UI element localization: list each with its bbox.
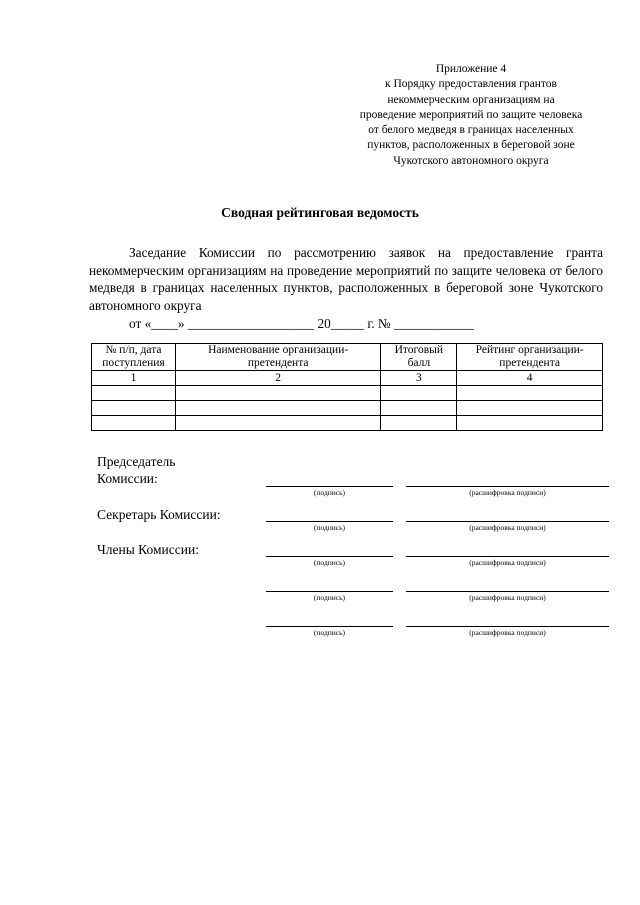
decoding-caption: (расшифровка подписи): [469, 628, 546, 637]
column-number: 3: [381, 371, 457, 386]
chairman-signature-line[interactable]: [266, 486, 393, 487]
member-signature-line[interactable]: [266, 591, 393, 592]
chairman-label-line: Председатель: [97, 454, 176, 469]
table-row: [92, 416, 603, 431]
table-cell: [457, 401, 603, 416]
date-number-line: от «____» ___________________ 20_____ г. № ____________: [129, 316, 474, 331]
table-cell: [92, 401, 176, 416]
secretary-signature-line[interactable]: [266, 521, 393, 522]
annex-line: проведение мероприятий по защите человека: [359, 108, 583, 121]
table-cell: [175, 401, 380, 416]
table-header-row: [92, 344, 603, 371]
table-cell: [381, 416, 457, 431]
signature-caption: (подпись): [313, 558, 346, 567]
signature-caption: (подпись): [313, 488, 346, 497]
table-cell: [175, 386, 380, 401]
annex-line: Приложение 4: [435, 63, 507, 75]
annex-header: [340, 62, 602, 169]
decoding-caption: (расшифровка подписи): [469, 558, 546, 567]
annex-line: пунктов, расположенных в береговой зоне: [367, 139, 575, 152]
header-total-score: Итоговый балл: [381, 344, 457, 371]
document-title: Сводная рейтинговая ведомость: [221, 205, 419, 220]
table-row: [92, 401, 603, 416]
secretary-label: Секретарь Комиссии:: [97, 507, 221, 522]
header-rating: Рейтинг организации-претендента: [457, 344, 603, 371]
member-signature-line[interactable]: [266, 626, 393, 627]
annex-line: от белого медведя в границах населенных: [368, 124, 574, 137]
member-signature-line[interactable]: [266, 556, 393, 557]
decoding-caption: (расшифровка подписи): [469, 593, 546, 602]
table-cell: [381, 401, 457, 416]
table-cell: [92, 416, 176, 431]
table-cell: [92, 386, 176, 401]
signature-caption: (подпись): [313, 628, 346, 637]
secretary-decoding-line[interactable]: [406, 521, 609, 522]
column-number: 2: [175, 371, 380, 386]
intro-paragraph: Заседание Комиссии по рассмотрению заявок на предоставление гранта некоммерческим организациям на проведение мероприятий по защите человека от белого медведя в границах населенных пунктов, расположенных в береговой зоне Чукотского автономного округа: [89, 245, 603, 313]
member-decoding-line[interactable]: [406, 591, 609, 592]
table-row: [92, 386, 603, 401]
member-decoding-line[interactable]: [406, 626, 609, 627]
table-cell: [175, 416, 380, 431]
annex-line: некоммерческим организациям на: [387, 93, 555, 106]
decoding-caption: (расшифровка подписи): [469, 523, 546, 532]
table-cell: [381, 386, 457, 401]
header-organization: Наименование организации-претендента: [175, 344, 380, 371]
column-number: 1: [92, 371, 176, 386]
signature-caption: (подпись): [313, 593, 346, 602]
table-cell: [457, 416, 603, 431]
annex-line: к Порядку предоставления грантов: [385, 78, 557, 91]
chairman-label-line: Комиссии:: [97, 471, 158, 486]
rating-table: [91, 343, 603, 431]
members-label: Члены Комиссии:: [97, 542, 199, 557]
signature-caption: (подпись): [313, 523, 346, 532]
header-number-date: № п/п, дата поступления: [92, 344, 176, 371]
column-number: 4: [457, 371, 603, 386]
decoding-caption: (расшифровка подписи): [469, 488, 546, 497]
member-decoding-line[interactable]: [406, 556, 609, 557]
annex-line: Чукотского автономного округа: [393, 154, 549, 167]
chairman-decoding-line[interactable]: [406, 486, 609, 487]
table-cell: [457, 386, 603, 401]
table-number-row: [92, 371, 603, 386]
chairman-label: [97, 453, 175, 487]
